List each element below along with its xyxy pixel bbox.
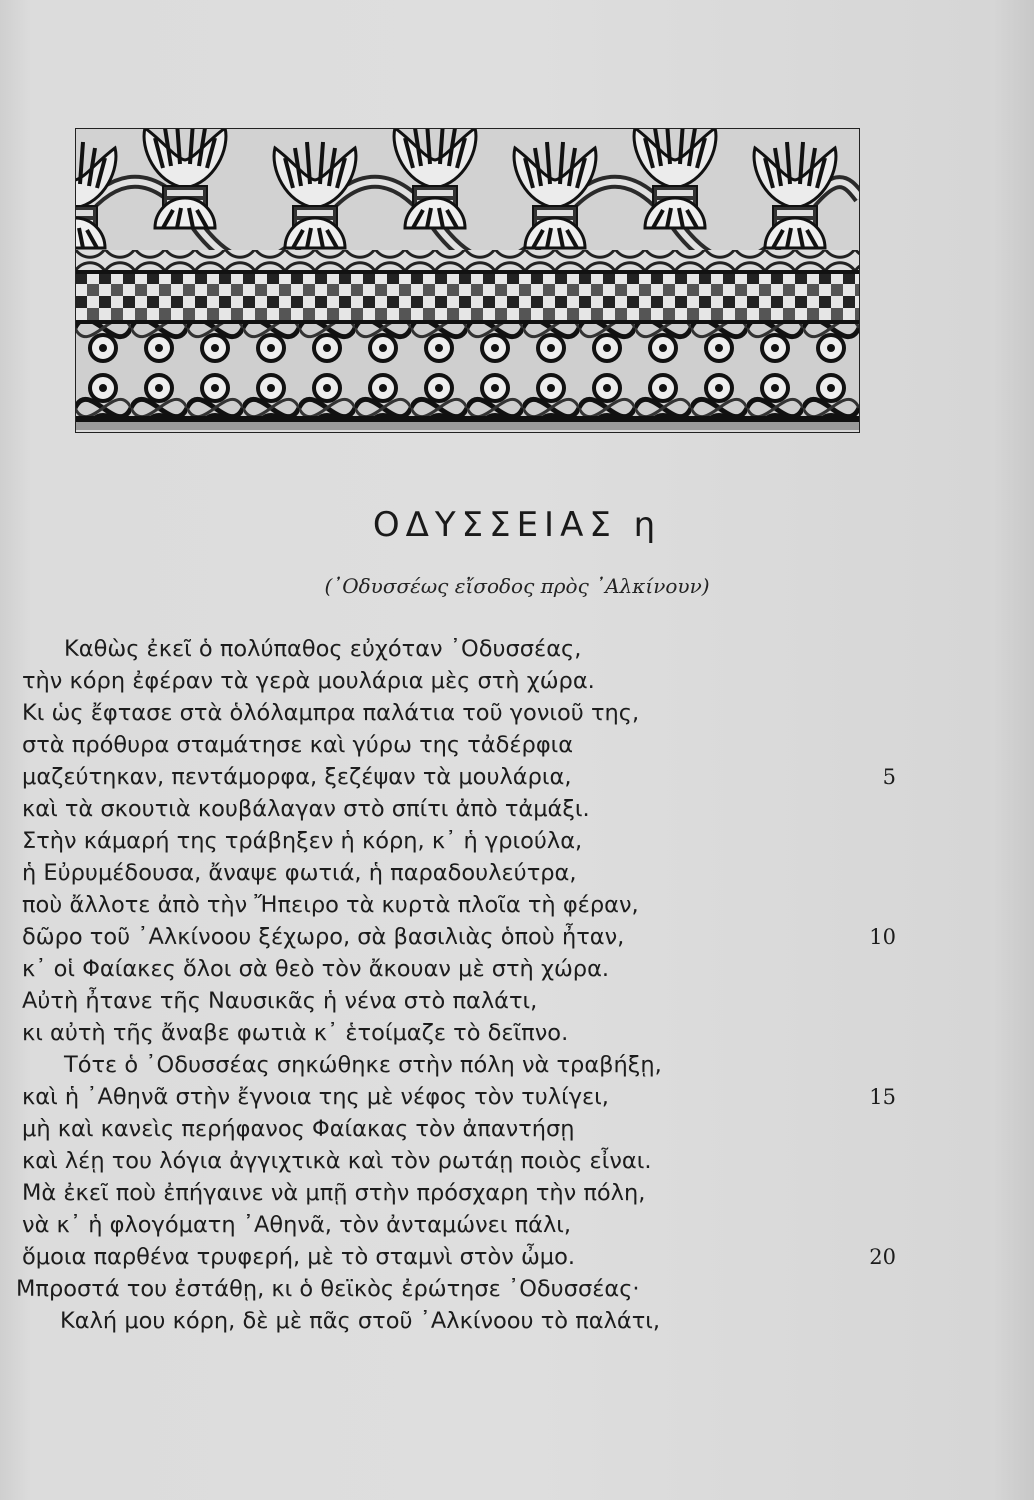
line-number: 20 (869, 1245, 896, 1269)
verse-line: καὶ λέῃ του λόγια ἀγγιχτικὰ καὶ τὸν ρωτάῃ ποιὸς εἶναι. (22, 1148, 652, 1174)
verse-line: Καλή μου κόρη, δὲ μὲ πᾶς στοῦ ᾿Αλκίνοου τὸ παλάτι, (60, 1308, 661, 1334)
chapter-subtitle: (᾿Οδυσσέως εἴσοδος πρὸς ᾿Αλκίνουν) (324, 574, 710, 598)
line-number: 5 (882, 765, 896, 789)
verse-line: ὅμοια παρθένα τρυφερή, μὲ τὸ σταμνὶ στὸν ὦμο. (22, 1244, 576, 1270)
ornamental-frieze (75, 128, 860, 433)
verse-line: ἡ Εὐρυμέδουσα, ἄναψε φωτιά, ἡ παραδουλεύτρα, (22, 860, 577, 886)
verse-line: Μὰ ἐκεῖ ποὺ ἐπήγαινε νὰ μπῇ στὴν πρόσχαρη τὴν πόλη, (22, 1180, 646, 1206)
verse-line: Καθὼς ἐκεῖ ὁ πολύπαθος εὐχόταν ᾿Οδυσσέας, (64, 636, 582, 662)
verse-line: νὰ κ᾿ ἡ φλογόματη ᾿Αθηνᾶ, τὸν ἀνταμώνει πάλι, (22, 1212, 572, 1238)
verse-line: Αὐτὴ ἦτανε τῆς Ναυσικᾶς ἡ νένα στὸ παλάτι, (22, 988, 538, 1014)
verse-line: τὴν κόρη ἐφέραν τὰ γερὰ μουλάρια μὲς στὴ χώρα. (22, 668, 595, 694)
verse-line: στὰ πρόθυρα σταμάτησε καὶ γύρω της τἀδέρφια (22, 732, 574, 758)
verse-line: Μπροστά του ἐστάθῃ, κι ὁ θεϊκὸς ἐρώτησε ᾿Οδυσσέας· (16, 1276, 640, 1302)
verse-line: Στὴν κάμαρή της τράβηξεν ἡ κόρη, κ᾿ ἡ γριούλα, (22, 828, 583, 854)
verse-line: Κι ὡς ἔφτασε στὰ ὁλόλαμπρα παλάτια τοῦ γονιοῦ της, (22, 700, 640, 726)
chapter-title: ΟΔΥΣΣΕΙΑΣ η (372, 505, 662, 545)
line-number: 10 (869, 925, 896, 949)
verse-line: ποὺ ἄλλοτε ἀπὸ τὴν Ἤπειρο τὰ κυρτὰ πλοῖα τὴ φέραν, (22, 892, 639, 918)
verse-line: μὴ καὶ κανεὶς περήφανος Φαίακας τὸν ἀπαντήσῃ (22, 1116, 575, 1142)
verse-line: δῶρο τοῦ ᾿Αλκίνοου ξέχωρο, σὰ βασιλιὰς ὁποὺ ἦταν, (22, 924, 625, 950)
verse-line: κι αὐτὴ τῆς ἄναβε φωτιὰ κ᾿ ἑτοίμαζε τὸ δεῖπνο. (22, 1020, 569, 1046)
verse-line: μαζεύτηκαν, πεντάμορφα, ξεζέψαν τὰ μουλάρια, (22, 764, 572, 790)
verse-line: καὶ τὰ σκουτιὰ κουβάλαγαν στὸ σπίτι ἀπὸ τἀμάξι. (22, 796, 590, 822)
verse-line: Τότε ὁ ᾿Οδυσσέας σηκώθηκε στὴν πόλη νὰ τραβήξῃ, (64, 1052, 662, 1078)
verse-line: κ᾿ οἱ Φαίακες ὅλοι σὰ θεὸ τὸν ἄκουαν μὲ στὴ χώρα. (22, 956, 610, 982)
verse-line: καὶ ἡ ᾿Αθηνᾶ στὴν ἔγνοια της μὲ νέφος τὸν τυλίγει, (22, 1084, 609, 1110)
line-number: 15 (869, 1085, 896, 1109)
